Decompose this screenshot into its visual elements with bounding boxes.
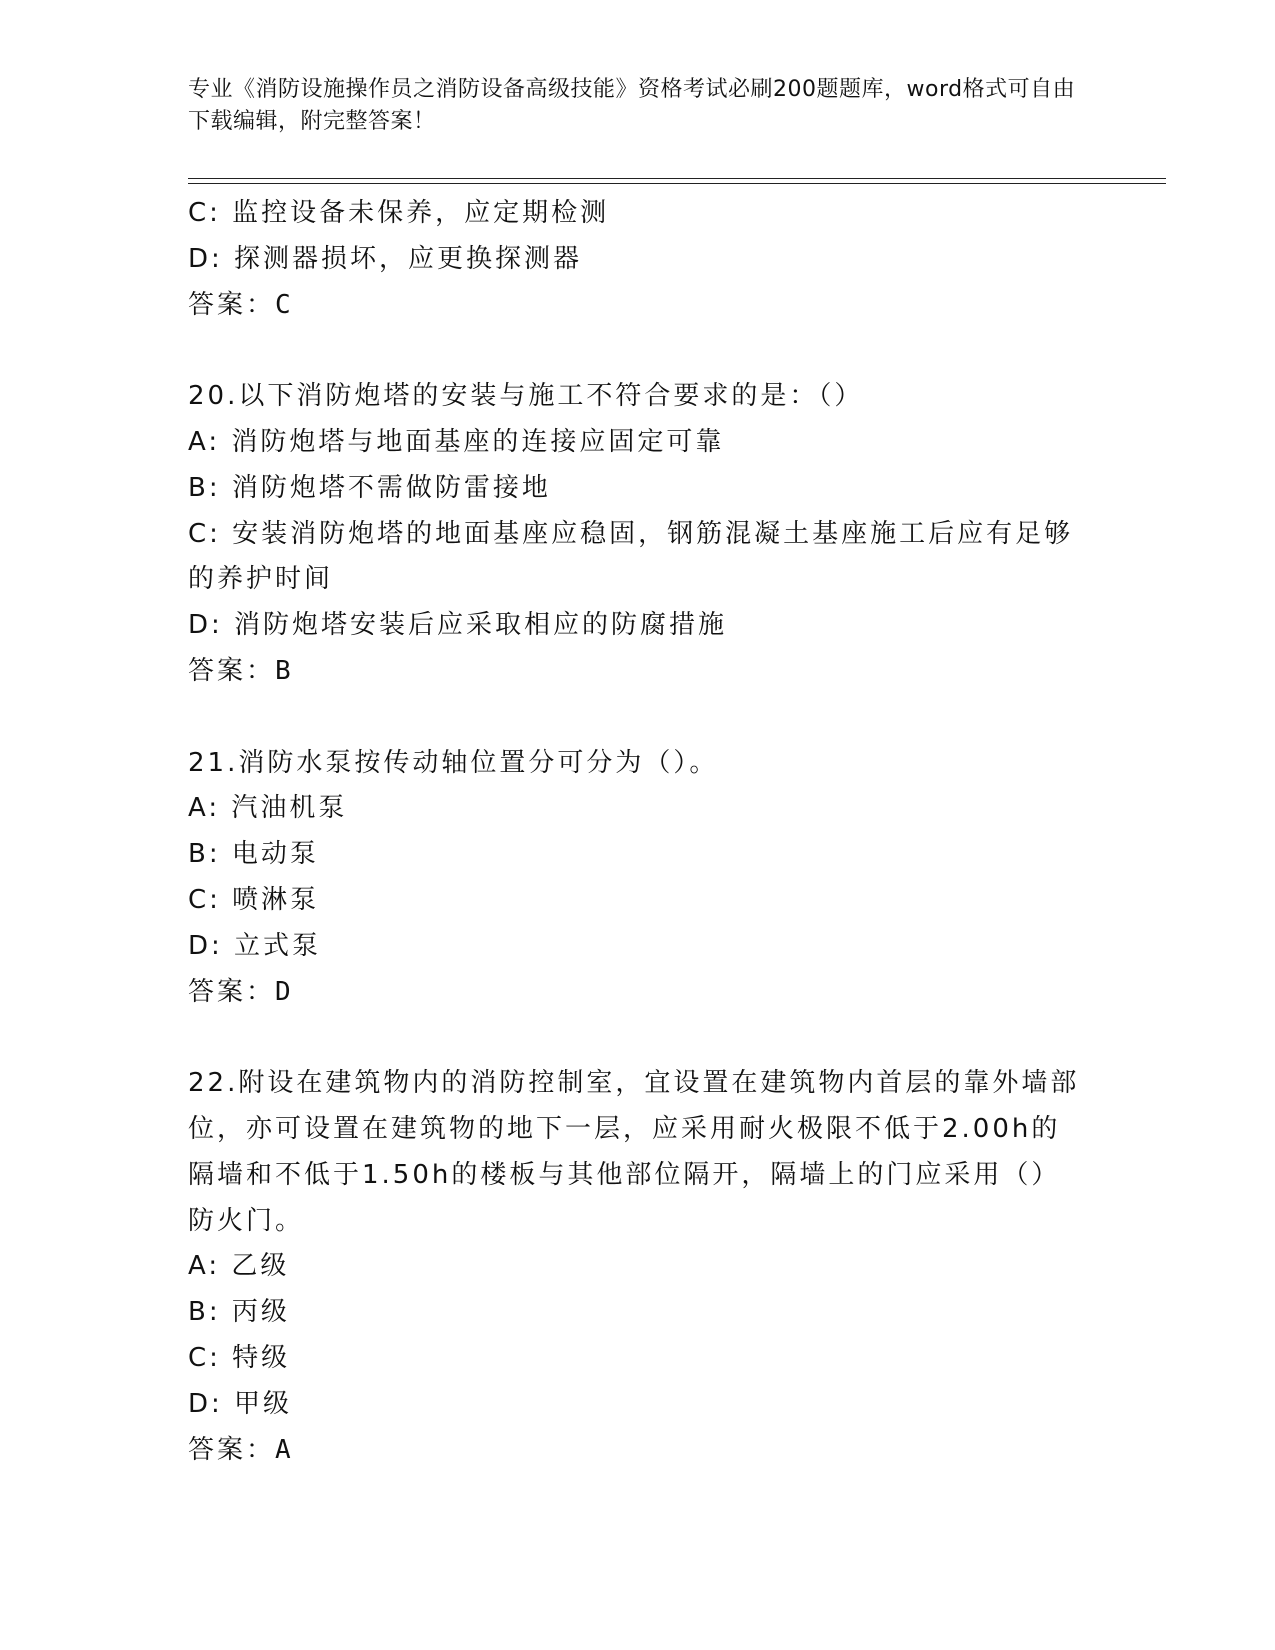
option-a: A: 消防炮塔与地面基座的连接应固定可靠: [188, 426, 725, 457]
option-a: A: 乙级: [188, 1251, 290, 1282]
answer-line: [188, 649, 1088, 695]
option-d: D: 消防炮塔安装后应采取相应的防腐措施: [188, 610, 728, 641]
answer-line: [188, 283, 1088, 329]
spacer: [188, 1015, 1088, 1061]
option-c: C: 喷淋泵: [188, 884, 320, 915]
spacer: [188, 328, 1088, 374]
option-d: D: 立式泵: [188, 930, 322, 961]
answer-value: A: [275, 1434, 294, 1465]
document-header: 专业《消防设施操作员之消防设备高级技能》资格考试必刷200题题库，word格式可自由下载编辑，附完整答案！: [188, 77, 1076, 134]
answer-label: 答案：: [188, 655, 276, 686]
option-d: D: 甲级: [188, 1388, 293, 1419]
question-19-continuation: [188, 191, 1088, 328]
answer-line: [188, 1428, 1088, 1474]
answer-value: C: [275, 289, 294, 320]
question-22: [188, 1061, 1088, 1473]
option-b: B: 消防炮塔不需做防雷接地: [188, 472, 551, 503]
question-20: [188, 374, 1088, 695]
question-list: [188, 191, 1088, 1473]
option-d: D: 探测器损坏，应更换探测器: [188, 243, 583, 274]
option-a: A: 汽油机泵: [188, 793, 348, 824]
answer-line: [188, 970, 1088, 1016]
answer-label: 答案：: [188, 1434, 276, 1465]
question-21: [188, 741, 1088, 1016]
answer-value: D: [275, 976, 294, 1007]
question-text: 21.消防水泵按传动轴位置分可分为（）。: [188, 747, 719, 778]
answer-label: 答案：: [188, 976, 276, 1007]
option-c: C: 安装消防炮塔的地面基座应稳固，钢筋混凝土基座施工后应有足够的养护时间: [188, 518, 1074, 595]
header-divider-top: [188, 178, 1166, 179]
answer-value: B: [275, 655, 294, 686]
option-c: C: 特级: [188, 1342, 291, 1373]
question-text: 22.附设在建筑物内的消防控制室，宜设置在建筑物内首层的靠外墙部位，亦可设置在建筑物的地下一层，应采用耐火极限不低于2.00h的隔墙和不低于1.50h的楼板与其他部位隔开，隔墙上的门应采用（）防火门。: [188, 1068, 1080, 1236]
question-text: 20.以下消防炮塔的安装与施工不符合要求的是：（）: [188, 381, 864, 412]
option-b: B: 丙级: [188, 1297, 290, 1328]
spacer: [188, 695, 1088, 741]
option-b: B: 电动泵: [188, 839, 319, 870]
option-c: C: 监控设备未保养，应定期检测: [188, 198, 610, 228]
header-divider-bottom: [188, 183, 1166, 184]
answer-label: 答案：: [188, 289, 276, 320]
